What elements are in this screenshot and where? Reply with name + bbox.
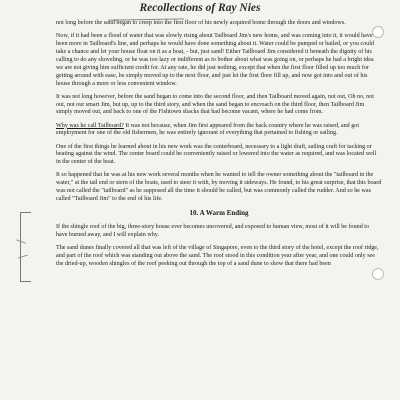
paragraph: It so happened that he was at his new work several months when he wanted to tell the owner something about the "tailboard in the water," at the tail end or stern of the boats, used to steer it with, by moving it sideways. He found, to his great surprise, that this board was not called the "tailboard" as he supposed all the time it should be called, but was commonly called the rudder. And so he was called "Tailboard Jim" to the end of his life.	[56, 172, 382, 203]
paragraph: not long before the sand began to creep into the first floor of his newly acquired home through the doors and windows.	[56, 20, 346, 26]
paragraph	[56, 123, 382, 139]
section-heading: 10. A Warm Ending	[189, 209, 249, 218]
document-body	[56, 20, 382, 274]
margin-bracket-mark	[20, 212, 31, 282]
paragraph: If the shingle roof of the big, three-story house ever becomes uncovered, and exposed to human view, most of it will be found to have burned away, and I will explain why.	[56, 224, 370, 239]
page-header-title: Recollections of Ray Nies	[139, 2, 261, 14]
paragraph: It was not long however, before the sand began to come into the second floor, and then Tailboard moved again, not out, Oh no, not out, not our smart Jim, but up, up to the third story, and when the sand began to encroach on the third floor, then Tailboard Jim simply moved out, and back to one of the Fishtown shacks that had become vacant, where he had come from.	[56, 93, 374, 116]
paragraph-text: It was not because, when Jim first appeared from the back country where he was raised, and got employment for one of the old fishermen, he was entirely ignorant of everything that pertained to fishing or sailing.	[56, 122, 360, 137]
underlined-question: Why was he call Tailboard?	[56, 122, 124, 129]
paragraph: Now, if it had been a flood of water that was slowly rising about Tailboard Jim's new home, and was coming into it, it would have been more in Tailboard's line, and perhaps he would have done something about it. Water could be pumped or bailed, or you could take a chance and let your house float on it as a boat, - but, just sand! Either Tailboard Jim considered it beneath the dignity of his calling to do any shoveling, or he was too lazy or indifferent as to bother about what was going on, or perhaps he had a bright idea we are not giving him sufficient credit for. At any rate, he did just nothing, except that when the first floor filled up too much for getting around with ease, he simply moved up to the next floor, and just let the first floor fill up, and now got into and out of his house through a more or less convenient window.	[56, 33, 374, 87]
paragraph: One of the first things he learned about in his new work was the centerboard, necessary to a light draft, sailing craft for tacking or beating against the wind. The center board could be conveniently raised or lowered into the water as required, and was located well in the center of the boat.	[56, 143, 377, 166]
paragraph: The sand dunes finally covered all that was left of the village of Singapore, even to the third story of the hotel, except the roof ridge, and part of the roof which was standing out above the sand. The roof stood in this condition year after year, and one could only see the dried-up, wooden shingles of the roof peeking out through the top of a sand dune to show that there had been	[56, 245, 379, 268]
